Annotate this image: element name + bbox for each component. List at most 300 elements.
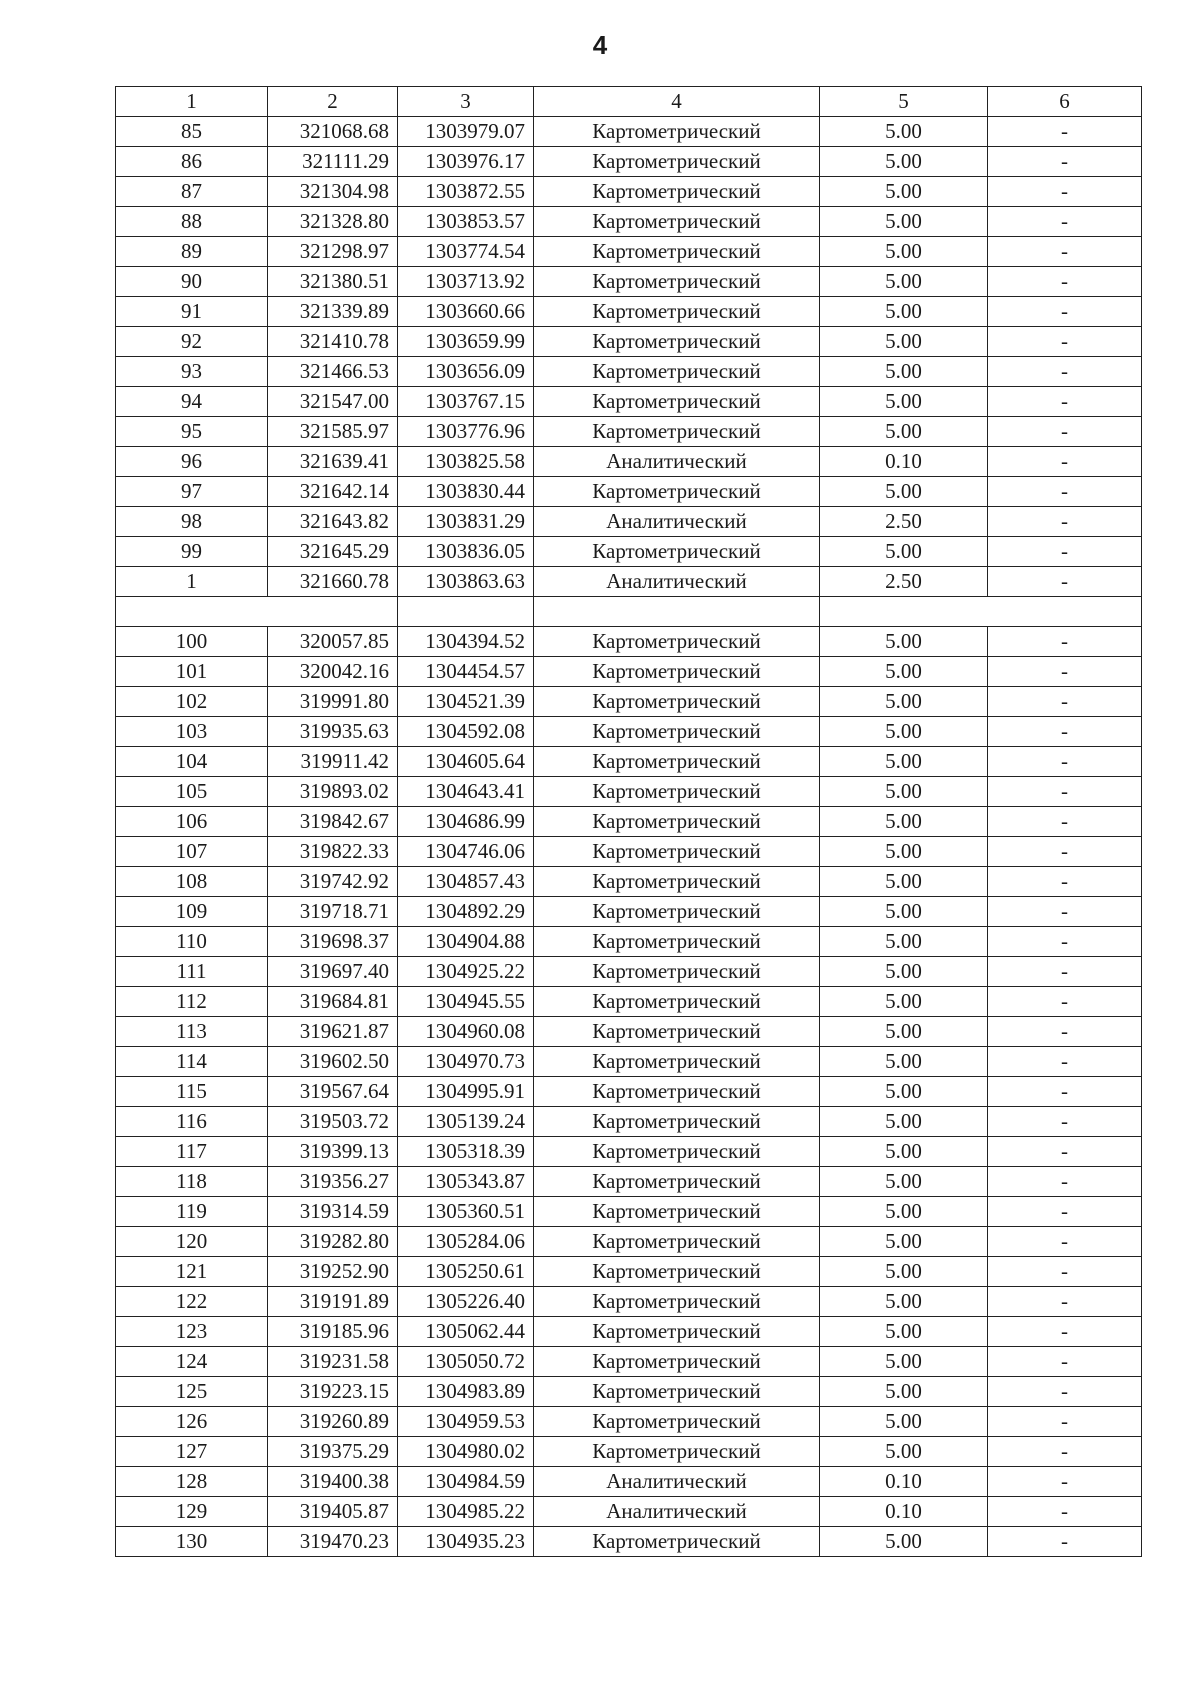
empty-cell — [988, 597, 1142, 627]
table-row — [116, 147, 1142, 177]
method-cell: Картометрический — [534, 1017, 820, 1047]
y-coordinate-cell: 1304857.43 — [398, 867, 534, 897]
table-row — [116, 1107, 1142, 1137]
x-coordinate-cell: 319356.27 — [268, 1167, 398, 1197]
method-cell: Картометрический — [534, 1377, 820, 1407]
x-coordinate-cell: 319822.33 — [268, 837, 398, 867]
point-number-cell: 128 — [116, 1467, 268, 1497]
accuracy-cell: 5.00 — [820, 417, 988, 447]
description-cell: - — [988, 237, 1142, 267]
y-coordinate-cell: 1304925.22 — [398, 957, 534, 987]
point-number-cell: 1 — [116, 567, 268, 597]
point-number-cell: 130 — [116, 1527, 268, 1557]
description-cell: - — [988, 1347, 1142, 1377]
description-cell: - — [988, 1017, 1142, 1047]
description-cell: - — [988, 837, 1142, 867]
point-number-cell: 90 — [116, 267, 268, 297]
point-number-cell: 107 — [116, 837, 268, 867]
accuracy-cell: 5.00 — [820, 1167, 988, 1197]
point-number-cell: 92 — [116, 327, 268, 357]
accuracy-cell: 0.10 — [820, 1467, 988, 1497]
description-cell: - — [988, 687, 1142, 717]
accuracy-cell: 5.00 — [820, 207, 988, 237]
accuracy-cell: 5.00 — [820, 1047, 988, 1077]
description-cell: - — [988, 207, 1142, 237]
accuracy-cell: 5.00 — [820, 1437, 988, 1467]
table-row — [116, 747, 1142, 777]
y-coordinate-cell: 1303853.57 — [398, 207, 534, 237]
x-coordinate-cell: 321304.98 — [268, 177, 398, 207]
table-row — [116, 897, 1142, 927]
accuracy-cell: 5.00 — [820, 1257, 988, 1287]
table-row — [116, 447, 1142, 477]
point-number-cell: 127 — [116, 1437, 268, 1467]
x-coordinate-cell: 319602.50 — [268, 1047, 398, 1077]
table-row — [116, 1497, 1142, 1527]
y-coordinate-cell: 1304980.02 — [398, 1437, 534, 1467]
y-coordinate-cell: 1303979.07 — [398, 117, 534, 147]
accuracy-cell: 5.00 — [820, 837, 988, 867]
point-number-cell: 95 — [116, 417, 268, 447]
accuracy-cell: 5.00 — [820, 1077, 988, 1107]
x-coordinate-cell: 321339.89 — [268, 297, 398, 327]
accuracy-cell: 5.00 — [820, 1107, 988, 1137]
point-number-cell: 109 — [116, 897, 268, 927]
y-coordinate-cell: 1304935.23 — [398, 1527, 534, 1557]
point-number-cell: 100 — [116, 627, 268, 657]
description-cell: - — [988, 807, 1142, 837]
accuracy-cell: 5.00 — [820, 387, 988, 417]
table-row — [116, 417, 1142, 447]
y-coordinate-cell: 1304892.29 — [398, 897, 534, 927]
method-cell: Картометрический — [534, 237, 820, 267]
method-cell: Картометрический — [534, 207, 820, 237]
method-cell: Картометрический — [534, 1197, 820, 1227]
table-row — [116, 1257, 1142, 1287]
x-coordinate-cell: 319314.59 — [268, 1197, 398, 1227]
description-cell: - — [988, 747, 1142, 777]
x-coordinate-cell: 319718.71 — [268, 897, 398, 927]
y-coordinate-cell: 1304521.39 — [398, 687, 534, 717]
accuracy-cell: 5.00 — [820, 987, 988, 1017]
accuracy-cell: 5.00 — [820, 627, 988, 657]
table-row — [116, 1167, 1142, 1197]
x-coordinate-cell: 319400.38 — [268, 1467, 398, 1497]
point-number-cell: 129 — [116, 1497, 268, 1527]
description-cell: - — [988, 1467, 1142, 1497]
method-cell: Картометрический — [534, 387, 820, 417]
method-cell: Картометрический — [534, 297, 820, 327]
point-number-cell: 93 — [116, 357, 268, 387]
x-coordinate-cell: 319684.81 — [268, 987, 398, 1017]
accuracy-cell: 5.00 — [820, 1287, 988, 1317]
x-coordinate-cell: 319405.87 — [268, 1497, 398, 1527]
table-row — [116, 237, 1142, 267]
point-number-cell: 101 — [116, 657, 268, 687]
accuracy-cell: 5.00 — [820, 1407, 988, 1437]
point-number-cell: 102 — [116, 687, 268, 717]
description-cell: - — [988, 117, 1142, 147]
table-row — [116, 387, 1142, 417]
table-row — [116, 1347, 1142, 1377]
accuracy-cell: 5.00 — [820, 1317, 988, 1347]
accuracy-cell: 5.00 — [820, 927, 988, 957]
x-coordinate-cell: 319375.29 — [268, 1437, 398, 1467]
x-coordinate-cell: 320042.16 — [268, 657, 398, 687]
y-coordinate-cell: 1304970.73 — [398, 1047, 534, 1077]
x-coordinate-cell: 321547.00 — [268, 387, 398, 417]
x-coordinate-cell: 321643.82 — [268, 507, 398, 537]
accuracy-cell: 5.00 — [820, 327, 988, 357]
point-number-cell: 85 — [116, 117, 268, 147]
y-coordinate-cell: 1303776.96 — [398, 417, 534, 447]
method-cell: Картометрический — [534, 657, 820, 687]
description-cell: - — [988, 777, 1142, 807]
table-row — [116, 507, 1142, 537]
x-coordinate-cell: 319231.58 — [268, 1347, 398, 1377]
description-cell: - — [988, 507, 1142, 537]
point-number-cell: 119 — [116, 1197, 268, 1227]
coordinates-table — [115, 86, 1142, 1557]
table-row — [116, 1227, 1142, 1257]
x-coordinate-cell: 321645.29 — [268, 537, 398, 567]
x-coordinate-cell: 319282.80 — [268, 1227, 398, 1257]
accuracy-cell: 5.00 — [820, 657, 988, 687]
x-coordinate-cell: 320057.85 — [268, 627, 398, 657]
accuracy-cell: 5.00 — [820, 897, 988, 927]
accuracy-cell: 5.00 — [820, 1377, 988, 1407]
y-coordinate-cell: 1304605.64 — [398, 747, 534, 777]
table-row — [116, 297, 1142, 327]
point-number-cell: 126 — [116, 1407, 268, 1437]
accuracy-cell: 5.00 — [820, 777, 988, 807]
method-cell: Картометрический — [534, 1437, 820, 1467]
accuracy-cell: 5.00 — [820, 1347, 988, 1377]
table-row — [116, 117, 1142, 147]
y-coordinate-cell: 1303767.15 — [398, 387, 534, 417]
accuracy-cell: 5.00 — [820, 357, 988, 387]
description-cell: - — [988, 567, 1142, 597]
x-coordinate-cell: 319470.23 — [268, 1527, 398, 1557]
method-cell: Картометрический — [534, 627, 820, 657]
y-coordinate-cell: 1304746.06 — [398, 837, 534, 867]
header-cell: 1 — [116, 87, 268, 117]
description-cell: - — [988, 957, 1142, 987]
point-number-cell: 105 — [116, 777, 268, 807]
y-coordinate-cell: 1304945.55 — [398, 987, 534, 1017]
table-row — [116, 837, 1142, 867]
method-cell: Аналитический — [534, 567, 820, 597]
method-cell: Картометрический — [534, 837, 820, 867]
x-coordinate-cell: 319567.64 — [268, 1077, 398, 1107]
x-coordinate-cell: 321585.97 — [268, 417, 398, 447]
x-coordinate-cell: 319742.92 — [268, 867, 398, 897]
accuracy-cell: 5.00 — [820, 957, 988, 987]
description-cell: - — [988, 1167, 1142, 1197]
description-cell: - — [988, 657, 1142, 687]
x-coordinate-cell: 319991.80 — [268, 687, 398, 717]
x-coordinate-cell: 321410.78 — [268, 327, 398, 357]
x-coordinate-cell: 321380.51 — [268, 267, 398, 297]
description-cell: - — [988, 147, 1142, 177]
table-row — [116, 1137, 1142, 1167]
point-number-cell: 89 — [116, 237, 268, 267]
x-coordinate-cell: 319698.37 — [268, 927, 398, 957]
method-cell: Картометрический — [534, 927, 820, 957]
x-coordinate-cell: 319697.40 — [268, 957, 398, 987]
accuracy-cell: 2.50 — [820, 567, 988, 597]
table-row — [116, 357, 1142, 387]
point-number-cell: 121 — [116, 1257, 268, 1287]
y-coordinate-cell: 1305318.39 — [398, 1137, 534, 1167]
accuracy-cell: 5.00 — [820, 1527, 988, 1557]
description-cell: - — [988, 1107, 1142, 1137]
description-cell: - — [988, 717, 1142, 747]
point-number-cell: 122 — [116, 1287, 268, 1317]
x-coordinate-cell: 319935.63 — [268, 717, 398, 747]
y-coordinate-cell: 1304454.57 — [398, 657, 534, 687]
method-cell: Картометрический — [534, 357, 820, 387]
table-row — [116, 927, 1142, 957]
y-coordinate-cell: 1303976.17 — [398, 147, 534, 177]
accuracy-cell: 0.10 — [820, 1497, 988, 1527]
method-cell: Картометрический — [534, 1167, 820, 1197]
description-cell: - — [988, 987, 1142, 1017]
point-number-cell: 124 — [116, 1347, 268, 1377]
description-cell: - — [988, 627, 1142, 657]
table-row — [116, 327, 1142, 357]
separator-row — [116, 597, 1142, 627]
y-coordinate-cell: 1305226.40 — [398, 1287, 534, 1317]
method-cell: Картометрический — [534, 477, 820, 507]
point-number-cell: 114 — [116, 1047, 268, 1077]
accuracy-cell: 5.00 — [820, 267, 988, 297]
description-cell: - — [988, 387, 1142, 417]
table-row — [116, 267, 1142, 297]
method-cell: Картометрический — [534, 897, 820, 927]
table-row — [116, 1047, 1142, 1077]
table-row — [116, 477, 1142, 507]
method-cell: Картометрический — [534, 177, 820, 207]
table-body — [116, 87, 1142, 1557]
point-number-cell: 88 — [116, 207, 268, 237]
table-row — [116, 1287, 1142, 1317]
x-coordinate-cell: 319911.42 — [268, 747, 398, 777]
x-coordinate-cell: 319842.67 — [268, 807, 398, 837]
x-coordinate-cell: 319223.15 — [268, 1377, 398, 1407]
accuracy-cell: 5.00 — [820, 687, 988, 717]
point-number-cell: 115 — [116, 1077, 268, 1107]
description-cell: - — [988, 357, 1142, 387]
point-number-cell: 125 — [116, 1377, 268, 1407]
point-number-cell: 111 — [116, 957, 268, 987]
method-cell: Картометрический — [534, 687, 820, 717]
x-coordinate-cell: 319621.87 — [268, 1017, 398, 1047]
table-row — [116, 717, 1142, 747]
description-cell: - — [988, 1287, 1142, 1317]
point-number-cell: 104 — [116, 747, 268, 777]
method-cell: Аналитический — [534, 1497, 820, 1527]
description-cell: - — [988, 1047, 1142, 1077]
method-cell: Картометрический — [534, 957, 820, 987]
description-cell: - — [988, 1437, 1142, 1467]
table-row — [116, 1017, 1142, 1047]
table-row — [116, 1317, 1142, 1347]
point-number-cell: 86 — [116, 147, 268, 177]
method-cell: Картометрический — [534, 807, 820, 837]
header-cell: 2 — [268, 87, 398, 117]
method-cell: Картометрический — [534, 417, 820, 447]
y-coordinate-cell: 1304985.22 — [398, 1497, 534, 1527]
x-coordinate-cell: 321111.29 — [268, 147, 398, 177]
table-row — [116, 1197, 1142, 1227]
description-cell: - — [988, 897, 1142, 927]
point-number-cell: 96 — [116, 447, 268, 477]
table-row — [116, 987, 1142, 1017]
description-cell: - — [988, 297, 1142, 327]
point-number-cell: 97 — [116, 477, 268, 507]
x-coordinate-cell: 319260.89 — [268, 1407, 398, 1437]
x-coordinate-cell: 321639.41 — [268, 447, 398, 477]
accuracy-cell: 5.00 — [820, 747, 988, 777]
y-coordinate-cell: 1305062.44 — [398, 1317, 534, 1347]
description-cell: - — [988, 327, 1142, 357]
header-row — [116, 87, 1142, 117]
method-cell: Картометрический — [534, 1257, 820, 1287]
description-cell: - — [988, 1377, 1142, 1407]
x-coordinate-cell: 321660.78 — [268, 567, 398, 597]
table-row — [116, 777, 1142, 807]
y-coordinate-cell: 1303774.54 — [398, 237, 534, 267]
method-cell: Картометрический — [534, 1227, 820, 1257]
accuracy-cell: 5.00 — [820, 1017, 988, 1047]
accuracy-cell: 5.00 — [820, 177, 988, 207]
y-coordinate-cell: 1305139.24 — [398, 1107, 534, 1137]
table-row — [116, 957, 1142, 987]
y-coordinate-cell: 1304592.08 — [398, 717, 534, 747]
y-coordinate-cell: 1305050.72 — [398, 1347, 534, 1377]
x-coordinate-cell: 319399.13 — [268, 1137, 398, 1167]
point-number-cell: 103 — [116, 717, 268, 747]
description-cell: - — [988, 1227, 1142, 1257]
y-coordinate-cell: 1304394.52 — [398, 627, 534, 657]
method-cell: Картометрический — [534, 1047, 820, 1077]
y-coordinate-cell: 1303713.92 — [398, 267, 534, 297]
y-coordinate-cell: 1304904.88 — [398, 927, 534, 957]
point-number-cell: 106 — [116, 807, 268, 837]
description-cell: - — [988, 177, 1142, 207]
description-cell: - — [988, 417, 1142, 447]
x-coordinate-cell: 321298.97 — [268, 237, 398, 267]
table-row — [116, 1437, 1142, 1467]
description-cell: - — [988, 1137, 1142, 1167]
table-row — [116, 207, 1142, 237]
accuracy-cell: 5.00 — [820, 867, 988, 897]
x-coordinate-cell: 319503.72 — [268, 1107, 398, 1137]
method-cell: Аналитический — [534, 1467, 820, 1497]
point-number-cell: 91 — [116, 297, 268, 327]
method-cell: Картометрический — [534, 117, 820, 147]
table-row — [116, 1467, 1142, 1497]
x-coordinate-cell: 321328.80 — [268, 207, 398, 237]
method-cell: Картометрический — [534, 1287, 820, 1317]
table-row — [116, 1377, 1142, 1407]
accuracy-cell: 5.00 — [820, 807, 988, 837]
description-cell: - — [988, 537, 1142, 567]
table-row — [116, 867, 1142, 897]
point-number-cell: 123 — [116, 1317, 268, 1347]
table-row — [116, 1527, 1142, 1557]
method-cell: Картометрический — [534, 267, 820, 297]
method-cell: Картометрический — [534, 327, 820, 357]
table-row — [116, 177, 1142, 207]
accuracy-cell: 5.00 — [820, 117, 988, 147]
table-row — [116, 567, 1142, 597]
empty-cell — [116, 597, 268, 627]
point-number-cell: 118 — [116, 1167, 268, 1197]
point-number-cell: 87 — [116, 177, 268, 207]
table-row — [116, 627, 1142, 657]
description-cell: - — [988, 927, 1142, 957]
empty-cell — [820, 597, 988, 627]
method-cell: Картометрический — [534, 747, 820, 777]
point-number-cell: 99 — [116, 537, 268, 567]
x-coordinate-cell: 321068.68 — [268, 117, 398, 147]
accuracy-cell: 2.50 — [820, 507, 988, 537]
header-cell: 6 — [988, 87, 1142, 117]
point-number-cell: 98 — [116, 507, 268, 537]
accuracy-cell: 5.00 — [820, 1227, 988, 1257]
description-cell: - — [988, 1197, 1142, 1227]
point-number-cell: 120 — [116, 1227, 268, 1257]
y-coordinate-cell: 1305284.06 — [398, 1227, 534, 1257]
table-row — [116, 537, 1142, 567]
method-cell: Картометрический — [534, 1137, 820, 1167]
accuracy-cell: 5.00 — [820, 237, 988, 267]
accuracy-cell: 5.00 — [820, 537, 988, 567]
description-cell: - — [988, 447, 1142, 477]
y-coordinate-cell: 1303825.58 — [398, 447, 534, 477]
method-cell: Картометрический — [534, 1107, 820, 1137]
y-coordinate-cell: 1304984.59 — [398, 1467, 534, 1497]
y-coordinate-cell: 1303836.05 — [398, 537, 534, 567]
table-row — [116, 1077, 1142, 1107]
y-coordinate-cell: 1305360.51 — [398, 1197, 534, 1227]
accuracy-cell: 5.00 — [820, 297, 988, 327]
description-cell: - — [988, 1497, 1142, 1527]
description-cell: - — [988, 1527, 1142, 1557]
y-coordinate-cell: 1303660.66 — [398, 297, 534, 327]
y-coordinate-cell: 1303872.55 — [398, 177, 534, 207]
y-coordinate-cell: 1304686.99 — [398, 807, 534, 837]
method-cell: Картометрический — [534, 987, 820, 1017]
method-cell: Картометрический — [534, 1527, 820, 1557]
accuracy-cell: 5.00 — [820, 1137, 988, 1167]
y-coordinate-cell: 1303659.99 — [398, 327, 534, 357]
y-coordinate-cell: 1304983.89 — [398, 1377, 534, 1407]
point-number-cell: 110 — [116, 927, 268, 957]
y-coordinate-cell: 1303831.29 — [398, 507, 534, 537]
point-number-cell: 108 — [116, 867, 268, 897]
y-coordinate-cell: 1304995.91 — [398, 1077, 534, 1107]
description-cell: - — [988, 867, 1142, 897]
description-cell: - — [988, 1257, 1142, 1287]
method-cell: Аналитический — [534, 447, 820, 477]
method-cell: Аналитический — [534, 507, 820, 537]
empty-cell — [398, 597, 534, 627]
method-cell: Картометрический — [534, 777, 820, 807]
header-cell: 5 — [820, 87, 988, 117]
